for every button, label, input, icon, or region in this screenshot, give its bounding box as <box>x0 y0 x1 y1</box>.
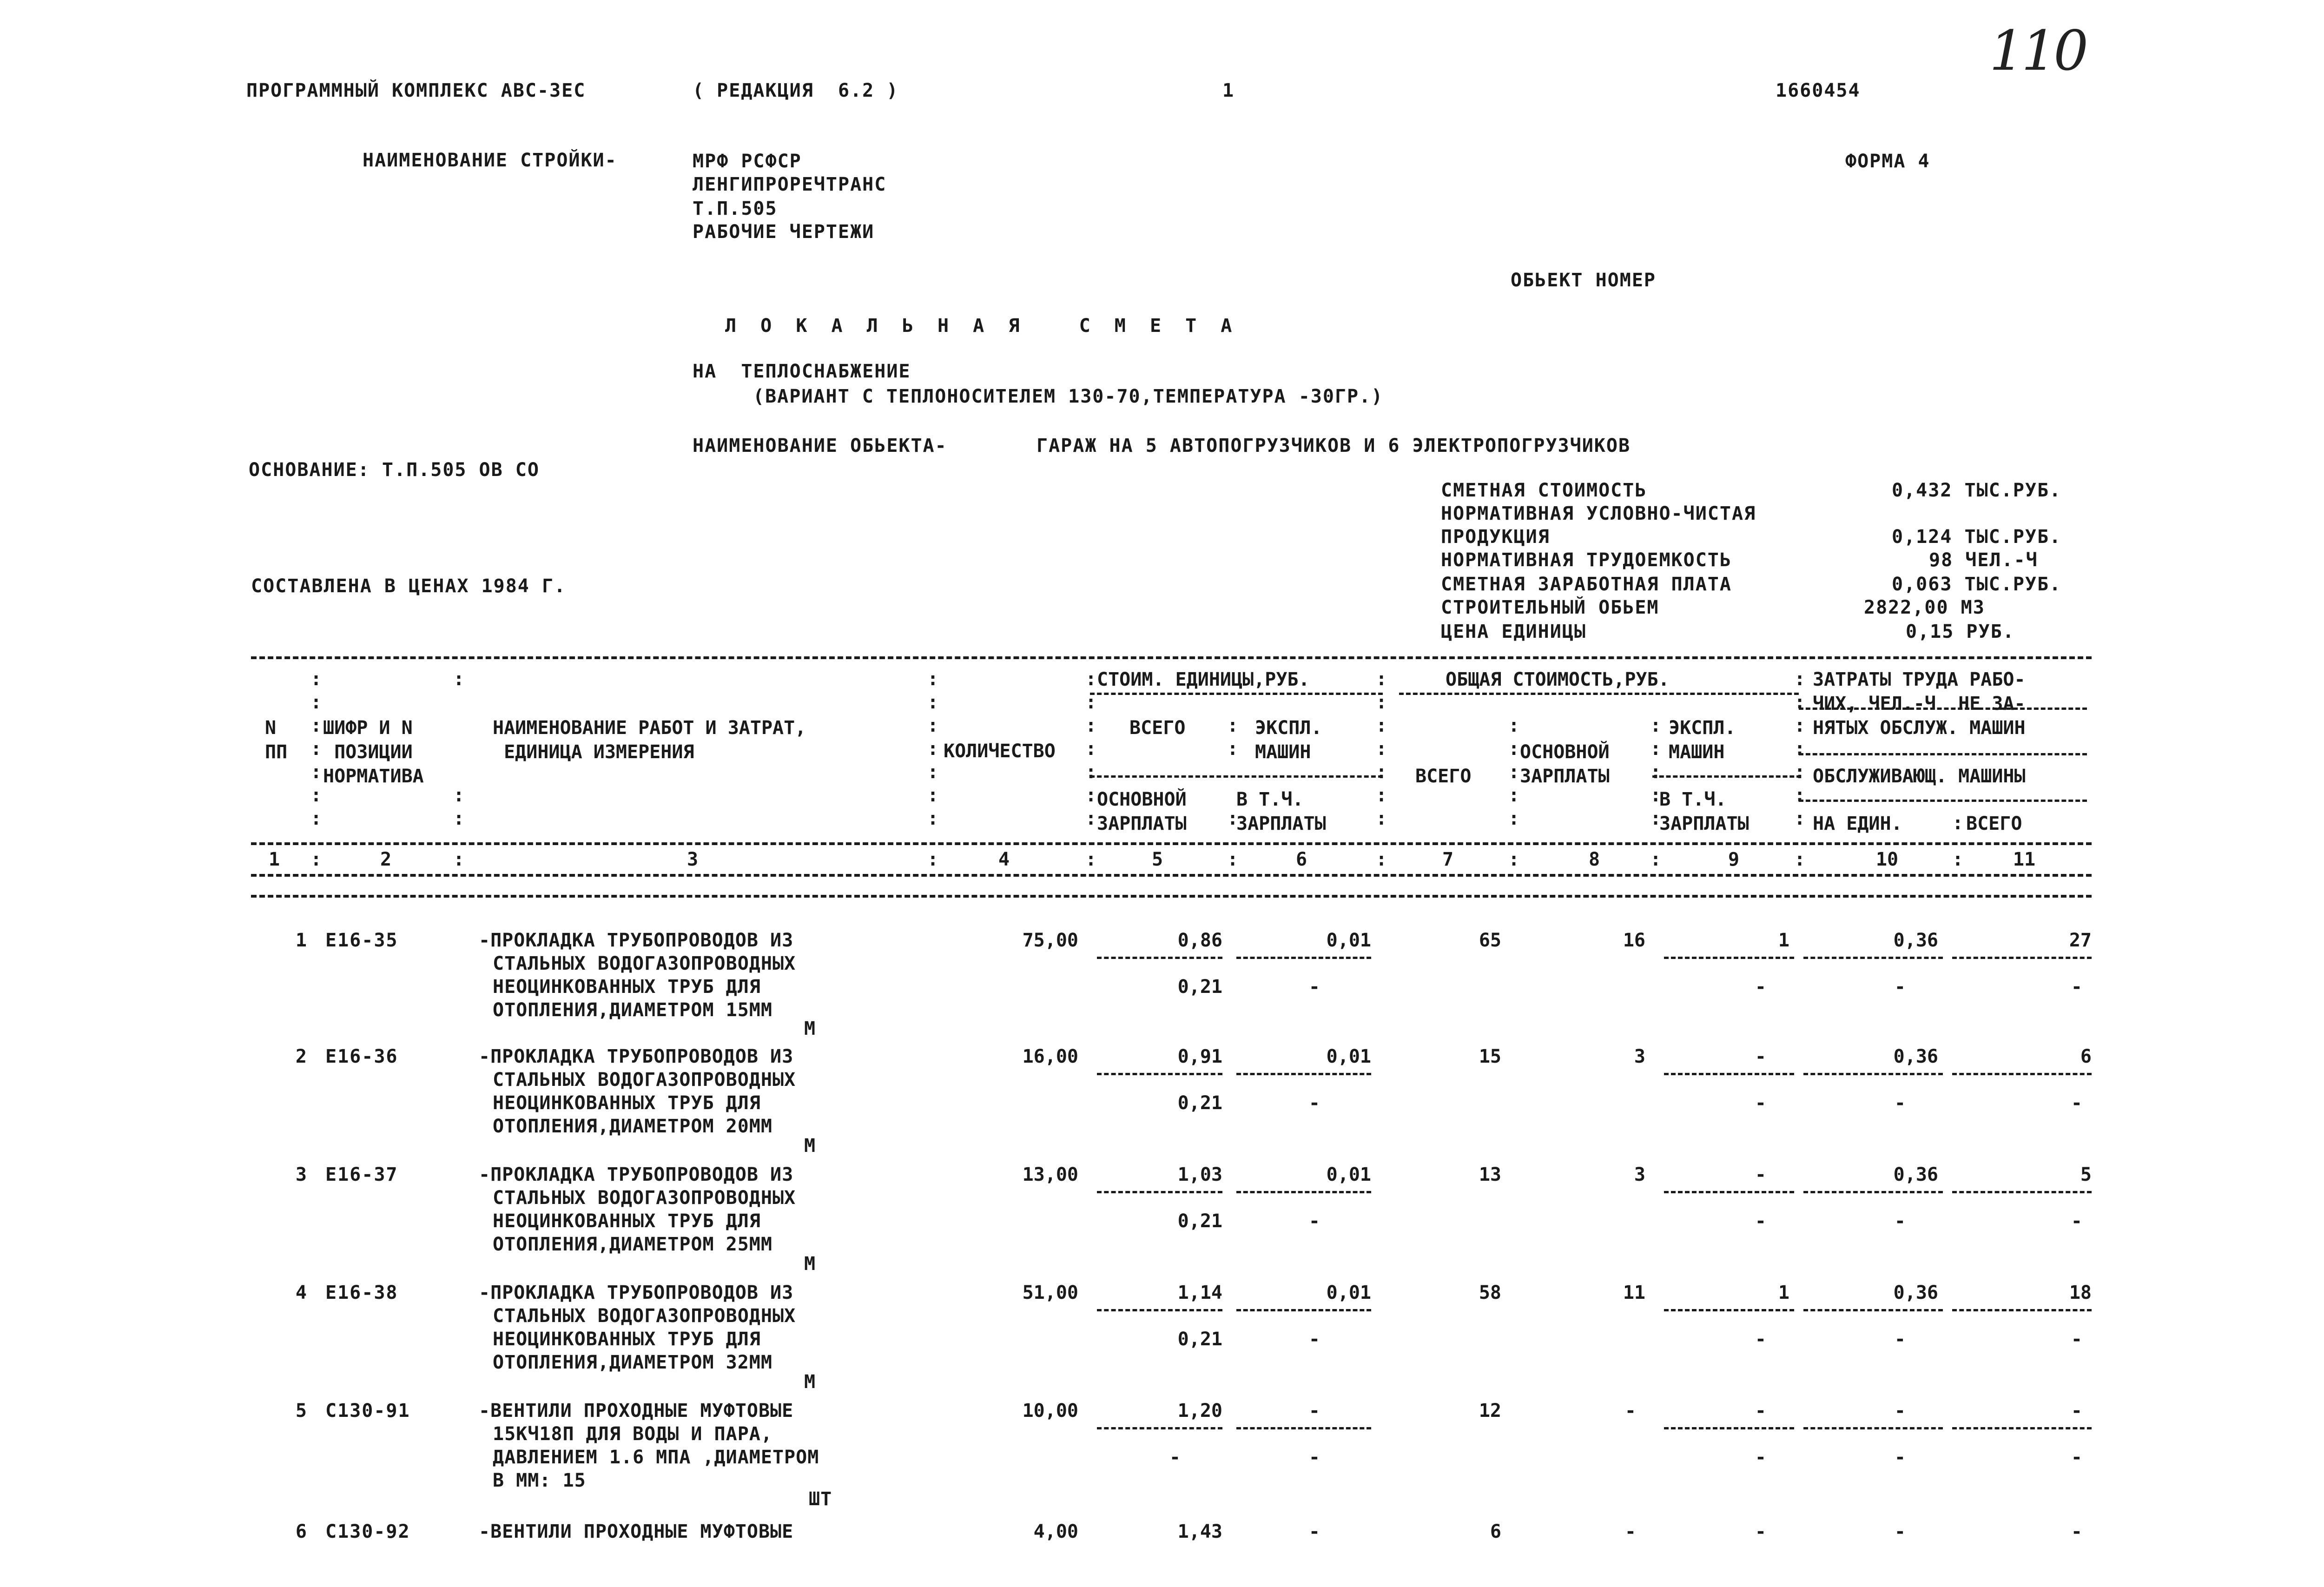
header-code: ШИФР И N ПОЗИЦИИ НОРМАТИВА <box>323 717 424 787</box>
header-unit-machines: ЭКСПЛ. МАШИН <box>1255 717 1322 763</box>
summary-label: НОРМАТИВНАЯ ТРУДОЕМКОСТЬ <box>1441 549 1732 571</box>
table-top-rule <box>251 656 2092 659</box>
construction-line-1: МРФ РСФСР <box>693 151 802 172</box>
summary-value: 0,063 ТЫС.РУБ. <box>1892 574 2062 595</box>
construction-line-4: РАБОЧИЕ ЧЕРТЕЖИ <box>693 221 875 243</box>
page-number: 1 <box>1222 80 1235 101</box>
summary-label: СТРОИТЕЛЬНЫЙ ОБЬЕМ <box>1441 597 1659 618</box>
header-labor: ЗАТРАТЫ ТРУДА РАБО- ЧИХ, ЧЕЛ.-Ч НЕ ЗА- НЯТЫХ ОБСЛУЖ. МАШИН <box>1813 669 2026 739</box>
header-total-including: В Т.Ч. ЗАРПЛАТЫ <box>1659 789 1749 834</box>
object-name: ГАРАЖ НА 5 АВТОПОГРУЗЧИКОВ И 6 ЭЛЕКТРОПОГРУЗЧИКОВ <box>1037 435 1631 456</box>
header-labor-per-unit: НА ЕДИН. <box>1813 813 1902 834</box>
document-number: 1660454 <box>1776 80 1861 101</box>
purpose-line-1: НА ТЕПЛОСНАБЖЕНИЕ <box>693 361 911 382</box>
summary-label: ЦЕНА ЕДИНИЦЫ <box>1441 621 1586 642</box>
header-work-name: НАИМЕНОВАНИЕ РАБОТ И ЗАТРАТ, ЕДИНИЦА ИЗМЕРЕНИЯ <box>493 717 806 763</box>
object-number-label: ОБЬЕКТ НОМЕР <box>1511 270 1656 291</box>
edition: ( РЕДАКЦИЯ 6.2 ) <box>693 80 899 101</box>
basis: ОСНОВАНИЕ: Т.П.505 ОВ СО <box>249 459 540 481</box>
body-top-rule <box>251 895 2092 898</box>
summary-value: 98 ЧЕЛ.-Ч <box>1929 549 2038 571</box>
price-basis: СОСТАВЛЕНА В ЦЕНАХ 1984 Г. <box>251 575 567 597</box>
header-unit-total: ВСЕГО <box>1129 717 1186 739</box>
header-labor-machines: ОБСЛУЖИВАЮЩ. МАШИНЫ <box>1813 766 2026 787</box>
summary-value: 0,432 ТЫС.РУБ. <box>1892 480 2062 501</box>
handwritten-page-number: 110 <box>1989 19 2086 83</box>
header-total-wages: ОСНОВНОЙ ЗАРПЛАТЫ <box>1520 741 1610 787</box>
summary-value: 0,15 РУБ. <box>1906 621 2015 642</box>
construction-line-3: Т.П.505 <box>693 198 778 219</box>
summary-label: СМЕТНАЯ ЗАРАБОТНАЯ ПЛАТА <box>1441 574 1732 595</box>
object-name-label: НАИМЕНОВАНИЕ ОБЬЕКТА- <box>693 435 947 456</box>
header-unit-cost: СТОИМ. ЕДИНИЦЫ,РУБ. <box>1097 669 1310 690</box>
header-total-all: ВСЕГО <box>1415 766 1472 787</box>
numbers-bottom-rule <box>251 874 2092 877</box>
summary-value: 2822,00 М3 <box>1864 597 1985 618</box>
purpose-line-2: (ВАРИАНТ С ТЕПЛОНОСИТЕЛЕМ 130-70,ТЕМПЕРАТУРА -30ГР.) <box>753 386 1384 407</box>
header-bottom-rule <box>251 842 2092 845</box>
form-label: ФОРМА 4 <box>1845 151 1930 172</box>
header-row-number: N ПП <box>265 717 288 763</box>
header-total-machines: ЭКСПЛ. МАШИН <box>1669 717 1736 763</box>
summary-label: ПРОДУКЦИЯ <box>1441 526 1550 548</box>
header-unit-wages: ОСНОВНОЙ ЗАРПЛАТЫ <box>1097 789 1187 834</box>
header-unit-including: В Т.Ч. ЗАРПЛАТЫ <box>1236 789 1326 834</box>
summary-label: СМЕТНАЯ СТОИМОСТЬ <box>1441 480 1647 501</box>
header-total-cost: ОБЩАЯ СТОИМОСТЬ,РУБ. <box>1446 669 1670 690</box>
header-labor-total: ВСЕГО <box>1966 813 2022 834</box>
summary-value: 0,124 ТЫС.РУБ. <box>1892 526 2062 548</box>
construction-label: НАИМЕНОВАНИЕ СТРОЙКИ- <box>363 150 617 171</box>
program-name: ПРОГРАММНЫЙ КОМПЛЕКС АВС-ЗЕС <box>246 80 586 101</box>
construction-line-2: ЛЕНГИПРОРЕЧТРАНС <box>693 174 887 195</box>
header-quantity: КОЛИЧЕСТВО <box>944 741 1056 762</box>
document-title: Л О К А Л Ь Н А Я С М Е Т А <box>725 315 1239 337</box>
summary-label: НОРМАТИВНАЯ УСЛОВНО-ЧИСТАЯ <box>1441 503 1756 524</box>
